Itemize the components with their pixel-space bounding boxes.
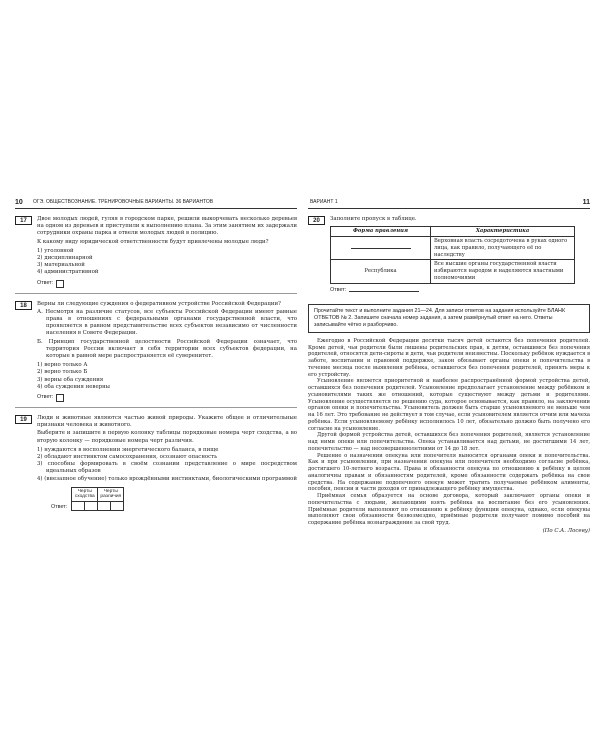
col-similar-header: Черты сходства: [72, 487, 98, 501]
paragraph: Усыновление является приоритетной и наиболее распространённой формой устройства детей, оставшихся без попечения родителей. Усыновление предполагает установление между ребёнком и усыновителями таких же отношений, которые существуют между детьми и родителями. Усыновление осуществляется по решению суда, которое основывается, как правило, на заключении органов опеки и попечительства. Усыновитель должен быть старше усыновляемого не меньше чем на 16 лет. Это требование не действует в том случае, если усыновителем является отчим или мачеха ребёнка. Если усыновляемому ребёнку исполнилось 10 лет, обязательно должно быть получено его согласие на усыновление.: [308, 378, 590, 432]
divider: [15, 407, 297, 408]
answer-options: [37, 248, 297, 277]
divider: [15, 293, 297, 294]
option: 4) административной: [37, 269, 99, 276]
left-page: [15, 197, 297, 511]
task-19: [15, 415, 297, 511]
paragraph: Решение о назначении опекуна или попечителя выносится органами опеки и попечительства. Как и при усыновлении, при назначении опекуна или попечителя необходимо согласие ребёнка, достигшего 10-летнего возраста. Права и обязанности опекуна по отношению к ребёнку в целом аналогичны правам и обязанностям родителей, кроме обязанности содержать ребёнка на свои средства. На содержание подопечного опекун может тратить получаемые ребёнком алименты, пособия, пенсии и части доходов от принадлежащего ребёнку имущества.: [308, 452, 590, 493]
option: 1) уголовной: [37, 247, 74, 254]
task-question: К какому виду юридической ответственности будут привлечены молодые люди?: [37, 238, 269, 245]
answer-line: [37, 280, 297, 288]
option: 3) верны оба суждения: [37, 376, 104, 383]
source-author: (По С.А. Лосеву): [542, 527, 590, 534]
answer-table: [71, 487, 124, 511]
paragraph: Другой формой устройства детей, оставшихся без попечения родителей, является установление над ними опеки или попечительства. Опека устанавливается над детьми, не достигшими 14 лет, попечительство — над несовершеннолетними от 14 до 18 лет.: [308, 432, 590, 452]
task-text: Люди и животные являются частью живой природы. Укажите общее и отличительные признаки человека и животного.: [37, 415, 297, 429]
task-text: Двое молодых людей, гуляя в городском парке, решили выкорчевать несколько деревьев на одном из деревьев и приступили к выполнению плана. За этим занятием их задержали сотрудники охраны парка и отвели молодых людей в полицию.: [37, 216, 297, 237]
answer-label: Ответ:: [51, 503, 68, 510]
judgment-a: А. Несмотря на различие статусов, все субъекты Российской Федерации имеют равные права в отношениях с федеральными органами государственной власти, что проявляется в равном представительстве всех субъектов независимо от численности населения в Совете Федерации.: [37, 308, 297, 337]
task-text: Верны ли следующие суждения о федеративном устройстве Российской Федерации?: [37, 300, 281, 307]
answer-grid: [51, 487, 297, 511]
task-number: 19: [15, 415, 32, 424]
answer-cell[interactable]: [85, 501, 98, 510]
answer-line: [37, 394, 297, 402]
answer-blank[interactable]: [349, 288, 419, 292]
option: 1) верно только А: [37, 362, 88, 369]
task-text: Заполните пропуск в таблице.: [330, 216, 417, 222]
left-running-header: [15, 197, 297, 209]
task-number: 18: [15, 301, 32, 310]
answer-label: Ответ:: [37, 280, 54, 287]
answer-cell[interactable]: [98, 501, 111, 510]
task-instruction: Выберите и запишите в первую колонку таблицы порядковые номера черт сходства, а во вторую колонку — порядковые номера черт различия.: [37, 430, 297, 444]
task-20: [308, 216, 590, 294]
answer-line: [330, 287, 590, 294]
task-number: 20: [308, 216, 325, 225]
blank-line: [351, 245, 411, 249]
answer-box[interactable]: [56, 394, 64, 402]
right-page: [308, 197, 590, 535]
right-running-header: [308, 197, 590, 209]
option: 4) оба суждения неверны: [37, 383, 110, 390]
paragraph: Приёмная семья образуется на основе договора, который заключают органы опеки и попечительства с людьми, желающими взять ребёнка на воспитание без его усыновления. Приёмные родители выполняют по отношению к ребёнку функции опекуна, однако, если опекуны выполняют свои обязанности безвозмездно, приёмные родители получают помимо пособий на содержание ребёнка вознаграждение за свой труд.: [308, 493, 590, 527]
answer-label: Ответ:: [37, 394, 54, 401]
characteristic-cell: Все высшие органы государственной власти избираются народом и наделяются властными полномочиями: [431, 260, 575, 283]
option: 2) верно только Б: [37, 369, 88, 376]
header-form: Форма правления: [331, 227, 431, 237]
option: 3) материальной: [37, 262, 85, 269]
characteristic-cell: Верховная власть сосредоточена в руках одного лица, как правило, получающего её по наследству: [431, 237, 575, 260]
answer-options: [37, 362, 297, 391]
answer-options: [37, 447, 297, 483]
task-17: [15, 216, 297, 288]
task-number: 17: [15, 216, 32, 225]
answer-label: Ответ:: [330, 286, 347, 293]
running-title: ОГЭ. ОБЩЕСТВОЗНАНИЕ. ТРЕНИРОВОЧНЫЕ ВАРИАНТЫ. 36 ВАРИАНТОВ: [33, 199, 214, 205]
blank-cell[interactable]: [331, 237, 431, 260]
option: 1) нуждаются в восполнении энергетического баланса, в пище: [37, 446, 219, 453]
running-title: ВАРИАНТ 1: [310, 199, 338, 205]
form-cell: Республика: [331, 260, 431, 283]
option: 2) обладают инстинктом самосохранения, осознают опасность: [37, 454, 218, 461]
judgment-b: Б. Принцип государственной целостности Российской Федерации означает, что территория России включает в себя территории всех субъектов федерации, на которые в равной мере распространяется её суверенитет.: [37, 338, 297, 360]
option: 2) дисциплинарной: [37, 255, 93, 262]
option: 4) (внезапное обучение) только врождёнными инстинктами, биологическими программой: [37, 475, 297, 482]
answer-box[interactable]: [56, 280, 64, 288]
answer-cell[interactable]: [72, 501, 85, 510]
col-different-header: Черты различия: [98, 487, 124, 501]
header-characteristic: Характеристика: [431, 227, 575, 237]
paragraph: Ежегодно в Российской Федерации десятки тысяч детей остаются без попечения родителей. Кроме детей, чьи родители были лишены родительских прав, к детям, оставшимся без попечения родителей, относятся дети-сироты и дети, чьи родители неизвестны. Поскольку ребёнок нуждается в заботе, воспитании и правовой поддержке, закон обязывает органы опеки и попечительства в течение месяца после выявления ребёнка, оставшегося без попечения родителей, принять меры к его устройству.: [308, 337, 590, 378]
task-18: [15, 301, 297, 402]
instruction-box: Прочитайте текст и выполните задания 21—24. Для записи ответов на задания используйте БЛАНК ОТВЕТОВ № 2. Запишите сначала номер задания, а затем развёрнутый ответ на него. Ответы записывайте чётко и разборчиво.: [308, 304, 590, 333]
option: 3) способны формировать в своём сознании представление о мире посредством идеальных образов: [37, 461, 297, 475]
page-number: 10: [15, 199, 23, 206]
fill-table: [330, 226, 575, 284]
answer-cell[interactable]: [111, 501, 124, 510]
reading-text: [308, 338, 590, 535]
page-number: 11: [582, 199, 590, 206]
